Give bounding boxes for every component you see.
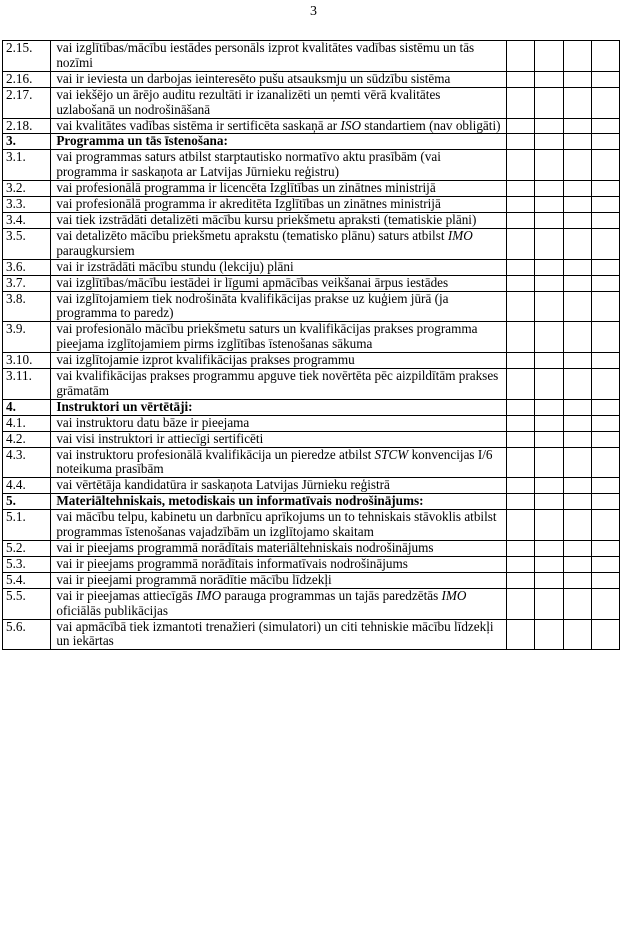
assessment-cell[interactable] — [563, 150, 591, 181]
criterion-text — [51, 431, 507, 447]
assessment-cell[interactable] — [535, 228, 563, 259]
text-fragment: vai visi instruktori ir attiecīgi sertificēti — [56, 430, 264, 446]
item-number: 2.18. — [3, 118, 51, 134]
assessment-cell[interactable] — [591, 619, 619, 650]
text-fragment: paraugkursiem — [56, 242, 135, 258]
assessment-cell[interactable] — [507, 572, 535, 588]
item-number: 2.15. — [3, 41, 51, 72]
text-fragment: vai instruktoru datu bāze ir pieejama — [56, 414, 250, 430]
assessment-cell[interactable] — [563, 87, 591, 118]
criterion-text — [51, 353, 507, 369]
assessment-cell[interactable] — [591, 510, 619, 541]
assessment-cell[interactable] — [535, 619, 563, 650]
text-fragment: konvencijas I/6 noteikuma prasībām — [56, 446, 493, 477]
assessment-cell[interactable] — [563, 478, 591, 494]
criterion-text — [51, 291, 507, 322]
assessment-cell[interactable] — [535, 588, 563, 619]
item-number: 3.2. — [3, 181, 51, 197]
item-number: 5.3. — [3, 556, 51, 572]
assessment-cell[interactable] — [535, 275, 563, 291]
criterion-text — [51, 541, 507, 557]
assessment-cell[interactable] — [535, 369, 563, 400]
table-row — [3, 291, 620, 322]
table-row — [3, 150, 620, 181]
assessment-cell[interactable] — [563, 494, 591, 510]
assessment-cell[interactable] — [591, 494, 619, 510]
item-number: 4.3. — [3, 447, 51, 478]
assessment-cell[interactable] — [507, 556, 535, 572]
assessment-cell[interactable] — [507, 353, 535, 369]
table-row — [3, 118, 620, 134]
assessment-cell[interactable] — [563, 541, 591, 557]
criterion-text — [51, 228, 507, 259]
assessment-cell[interactable] — [507, 181, 535, 197]
item-number: 3. — [3, 134, 51, 150]
section-row — [3, 494, 620, 510]
criterion-text — [51, 588, 507, 619]
table-row — [3, 478, 620, 494]
acronym: IMO — [441, 587, 467, 603]
assessment-cell[interactable] — [507, 619, 535, 650]
text-fragment: vai profesionālā programma ir akreditēta Izglītības un zinātnes ministrijā — [56, 196, 441, 212]
criterion-text — [51, 181, 507, 197]
assessment-cell[interactable] — [535, 118, 563, 134]
assessment-cell[interactable] — [563, 510, 591, 541]
assessment-cell[interactable] — [507, 197, 535, 213]
item-number: 4. — [3, 399, 51, 415]
item-number: 5.6. — [3, 619, 51, 650]
assessment-cell[interactable] — [591, 41, 619, 72]
assessment-cell[interactable] — [563, 275, 591, 291]
assessment-cell[interactable] — [563, 134, 591, 150]
assessment-cell[interactable] — [563, 322, 591, 353]
assessment-cell[interactable] — [591, 431, 619, 447]
text-fragment: Materiāltehniskais, metodiskais un informatīvais nodrošinājums: — [56, 493, 424, 509]
item-number: 2.16. — [3, 71, 51, 87]
table-row — [3, 588, 620, 619]
criterion-text — [51, 447, 507, 478]
item-number: 3.9. — [3, 322, 51, 353]
criterion-text — [51, 510, 507, 541]
assessment-cell[interactable] — [507, 369, 535, 400]
table-row — [3, 619, 620, 650]
text-fragment: Programma un tās īstenošana: — [56, 133, 228, 149]
assessment-cell[interactable] — [591, 291, 619, 322]
table-row — [3, 415, 620, 431]
text-fragment: vai kvalifikācijas prakses programmu apguve tiek novērtēta pēc aizpildītām prakses grāmatām — [56, 368, 499, 398]
assessment-cell[interactable] — [507, 415, 535, 431]
assessment-cell[interactable] — [563, 447, 591, 478]
table-row — [3, 275, 620, 291]
assessment-cell[interactable] — [507, 494, 535, 510]
assessment-cell[interactable] — [535, 41, 563, 72]
item-number: 3.1. — [3, 150, 51, 181]
assessment-cell[interactable] — [563, 619, 591, 650]
criterion-text — [51, 259, 507, 275]
text-fragment: oficiālās publikācijas — [56, 602, 169, 618]
assessment-cell[interactable] — [535, 87, 563, 118]
assessment-cell[interactable] — [591, 212, 619, 228]
criterion-text — [51, 71, 507, 87]
text-fragment: vai profesionālo mācību priekšmetu saturs un kvalifikācijas prakses programma pieejama izglītojamiem pirms izglītības īstenošanas sākuma — [56, 321, 478, 352]
assessment-cell[interactable] — [535, 150, 563, 181]
table-row — [3, 556, 620, 572]
assessment-cell[interactable] — [591, 399, 619, 415]
table-row — [3, 181, 620, 197]
text-fragment: vai izglītības/mācību iestādes personāls izprot kvalitātes vadības sistēmu un tās nozīmi — [56, 40, 475, 70]
checklist-table — [2, 40, 620, 650]
page-number: 3 — [310, 4, 317, 19]
text-fragment: vai ir izstrādāti mācību stundu (lekciju) plāni — [56, 258, 294, 274]
criterion-text — [51, 41, 507, 72]
text-fragment: vai kvalitātes vadības sistēma ir sertificēta saskaņā ar — [56, 117, 341, 133]
table-row — [3, 322, 620, 353]
item-number: 2.17. — [3, 87, 51, 118]
table-row — [3, 541, 620, 557]
assessment-cell[interactable] — [535, 431, 563, 447]
acronym: IMO — [196, 587, 222, 603]
text-fragment: vai tiek izstrādāti detalizēti mācību kursu priekšmetu apraksti (tematiskie plāni) — [56, 211, 477, 227]
assessment-cell[interactable] — [535, 399, 563, 415]
table-row — [3, 71, 620, 87]
assessment-cell[interactable] — [535, 556, 563, 572]
section-heading — [51, 494, 507, 510]
assessment-cell[interactable] — [535, 494, 563, 510]
assessment-cell[interactable] — [507, 228, 535, 259]
item-number: 5.4. — [3, 572, 51, 588]
assessment-cell[interactable] — [507, 291, 535, 322]
assessment-cell[interactable] — [591, 369, 619, 400]
table-row — [3, 447, 620, 478]
assessment-cell[interactable] — [591, 259, 619, 275]
criterion-text — [51, 197, 507, 213]
text-fragment: standartiem (nav obligāti) — [360, 117, 501, 133]
assessment-cell[interactable] — [535, 510, 563, 541]
assessment-cell[interactable] — [507, 134, 535, 150]
assessment-cell[interactable] — [563, 415, 591, 431]
text-fragment: vai detalizēto mācību priekšmetu aprakstu (tematisko plānu) saturs atbilst — [56, 227, 448, 243]
assessment-cell[interactable] — [507, 87, 535, 118]
checklist-body — [3, 41, 620, 650]
text-fragment: vai izglītojamie izprot kvalifikācijas prakses programmu — [56, 352, 355, 368]
assessment-cell[interactable] — [507, 71, 535, 87]
table-row — [3, 353, 620, 369]
assessment-cell[interactable] — [563, 431, 591, 447]
item-number: 4.2. — [3, 431, 51, 447]
assessment-cell[interactable] — [591, 228, 619, 259]
text-fragment: vai izglītojamiem tiek nodrošināta kvalifikācijas prakse uz kuģiem jūrā (ja programma to paredz) — [56, 290, 449, 321]
assessment-cell[interactable] — [535, 71, 563, 87]
assessment-cell[interactable] — [591, 275, 619, 291]
assessment-cell[interactable] — [535, 259, 563, 275]
table-row — [3, 228, 620, 259]
item-number: 5. — [3, 494, 51, 510]
text-fragment: vai izglītības/mācību iestādei ir līgumi apmācības veikšanai ārpus iestādes — [56, 274, 449, 290]
table-row — [3, 572, 620, 588]
text-fragment: vai ir pieejams programmā norādītais materiāltehniskais nodrošinājums — [56, 540, 434, 555]
assessment-cell[interactable] — [563, 212, 591, 228]
text-fragment: vai instruktoru profesionālā kvalifikācija un pieredze atbilst — [56, 446, 375, 462]
criterion-text — [51, 478, 507, 494]
assessment-cell[interactable] — [591, 118, 619, 134]
assessment-cell[interactable] — [563, 197, 591, 213]
text-fragment: vai ir ieviesta un darbojas ieinteresēto pušu atsauksmju un sūdzību sistēma — [56, 70, 451, 86]
criterion-text — [51, 322, 507, 353]
assessment-cell[interactable] — [591, 447, 619, 478]
text-fragment: Instruktori un vērtētāji: — [56, 398, 193, 414]
criterion-text — [51, 150, 507, 181]
assessment-cell[interactable] — [563, 291, 591, 322]
assessment-cell[interactable] — [591, 353, 619, 369]
text-fragment: vai mācību telpu, kabinetu un darbnīcu aprīkojums un to tehniskais stāvoklis atbilst programmas īstenošanas vajadzībām un izglītojamo skaitam — [56, 509, 497, 540]
assessment-cell[interactable] — [507, 275, 535, 291]
assessment-cell[interactable] — [563, 41, 591, 72]
assessment-cell[interactable] — [563, 71, 591, 87]
section-heading — [51, 134, 507, 150]
assessment-cell[interactable] — [563, 181, 591, 197]
assessment-cell[interactable] — [535, 291, 563, 322]
assessment-cell[interactable] — [563, 118, 591, 134]
assessment-cell[interactable] — [535, 541, 563, 557]
assessment-cell[interactable] — [591, 322, 619, 353]
item-number: 3.11. — [3, 369, 51, 400]
assessment-cell[interactable] — [591, 181, 619, 197]
item-number: 3.10. — [3, 353, 51, 369]
item-number: 3.7. — [3, 275, 51, 291]
assessment-cell[interactable] — [535, 134, 563, 150]
section-row — [3, 134, 620, 150]
item-number: 5.5. — [3, 588, 51, 619]
item-number: 3.4. — [3, 212, 51, 228]
item-number: 3.8. — [3, 291, 51, 322]
text-fragment: vai iekšējo un ārējo auditu rezultāti ir izanalizēti un ņemti vērā kvalitātes uzlabošanā un nodrošināšanā — [56, 86, 441, 117]
assessment-cell[interactable] — [535, 353, 563, 369]
assessment-cell[interactable] — [591, 197, 619, 213]
section-row — [3, 399, 620, 415]
criterion-text — [51, 369, 507, 400]
criterion-text — [51, 275, 507, 291]
table-row — [3, 259, 620, 275]
assessment-cell[interactable] — [563, 369, 591, 400]
assessment-cell[interactable] — [535, 478, 563, 494]
assessment-cell[interactable] — [563, 228, 591, 259]
assessment-cell[interactable] — [591, 415, 619, 431]
assessment-cell[interactable] — [563, 572, 591, 588]
criterion-text — [51, 118, 507, 134]
criterion-text — [51, 415, 507, 431]
assessment-cell[interactable] — [507, 212, 535, 228]
assessment-cell[interactable] — [507, 118, 535, 134]
criterion-text — [51, 572, 507, 588]
acronym: ISO — [340, 117, 361, 133]
assessment-cell[interactable] — [535, 181, 563, 197]
text-fragment: vai ir pieejamas attiecīgās — [56, 587, 197, 603]
criterion-text — [51, 556, 507, 572]
assessment-cell[interactable] — [535, 447, 563, 478]
assessment-cell[interactable] — [507, 588, 535, 619]
assessment-cell[interactable] — [507, 447, 535, 478]
assessment-cell[interactable] — [563, 588, 591, 619]
table-row — [3, 369, 620, 400]
criterion-text — [51, 87, 507, 118]
text-fragment: vai profesionālā programma ir licencēta Izglītības un zinātnes ministrijā — [56, 180, 436, 196]
table-row — [3, 431, 620, 447]
table-row — [3, 197, 620, 213]
assessment-cell[interactable] — [591, 572, 619, 588]
assessment-cell[interactable] — [535, 322, 563, 353]
assessment-cell[interactable] — [535, 415, 563, 431]
text-fragment: vai ir pieejams programmā norādītais informatīvais nodrošinājums — [56, 555, 408, 571]
acronym: IMO — [447, 227, 473, 243]
assessment-cell[interactable] — [563, 399, 591, 415]
table-row — [3, 212, 620, 228]
item-number: 5.1. — [3, 510, 51, 541]
assessment-cell[interactable] — [507, 431, 535, 447]
assessment-cell[interactable] — [507, 259, 535, 275]
item-number: 4.1. — [3, 415, 51, 431]
assessment-cell[interactable] — [591, 556, 619, 572]
assessment-cell[interactable] — [591, 478, 619, 494]
assessment-cell[interactable] — [591, 71, 619, 87]
item-number: 3.5. — [3, 228, 51, 259]
assessment-cell[interactable] — [507, 41, 535, 72]
criterion-text — [51, 212, 507, 228]
assessment-cell[interactable] — [591, 150, 619, 181]
assessment-cell[interactable] — [535, 572, 563, 588]
assessment-cell[interactable] — [563, 259, 591, 275]
assessment-cell[interactable] — [507, 541, 535, 557]
item-number: 4.4. — [3, 478, 51, 494]
text-fragment: parauga programmas un tajās paredzētās — [221, 587, 442, 603]
acronym: STCW — [374, 446, 409, 462]
text-fragment: vai programmas saturs atbilst starptautisko normatīvo aktu prasībām (vai programma ir saskaņota ar Latvijas Jūrnieku reģistru) — [56, 149, 441, 180]
assessment-cell[interactable] — [507, 150, 535, 181]
table-row — [3, 510, 620, 541]
assessment-cell[interactable] — [535, 197, 563, 213]
criterion-text — [51, 619, 507, 650]
assessment-cell[interactable] — [535, 212, 563, 228]
assessment-cell[interactable] — [507, 478, 535, 494]
table-row — [3, 87, 620, 118]
text-fragment: vai ir pieejami programmā norādītie mācību līdzekļi — [56, 571, 332, 587]
assessment-cell[interactable] — [591, 87, 619, 118]
item-number: 3.6. — [3, 259, 51, 275]
item-number: 5.2. — [3, 541, 51, 557]
text-fragment: vai vērtētāja kandidatūra ir saskaņota Latvijas Jūrnieku reģistrā — [56, 477, 390, 493]
assessment-cell[interactable] — [591, 588, 619, 619]
assessment-cell[interactable] — [563, 556, 591, 572]
table-row — [3, 41, 620, 72]
assessment-cell[interactable] — [507, 399, 535, 415]
section-heading — [51, 399, 507, 415]
assessment-cell[interactable] — [591, 541, 619, 557]
assessment-cell[interactable] — [507, 510, 535, 541]
assessment-cell[interactable] — [591, 134, 619, 150]
assessment-cell[interactable] — [563, 353, 591, 369]
text-fragment: vai apmācībā tiek izmantoti trenažieri (simulatori) un citi tehniskie mācību līdzekļi un iekārtas — [56, 618, 494, 649]
item-number: 3.3. — [3, 197, 51, 213]
assessment-cell[interactable] — [507, 322, 535, 353]
